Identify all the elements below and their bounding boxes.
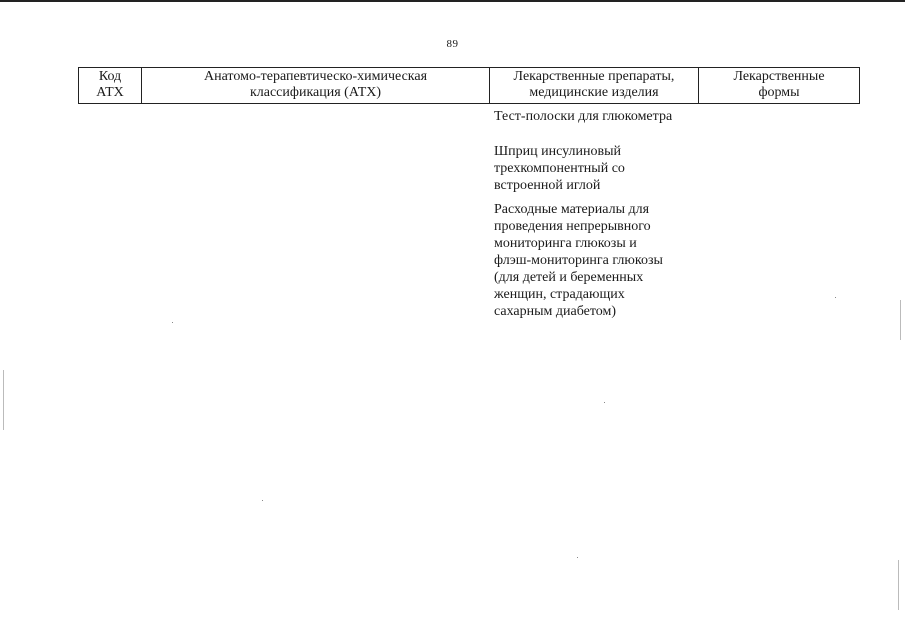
scan-speck [262,500,263,501]
table-header [78,67,860,104]
scan-speck [604,402,605,403]
header-forms [699,68,860,104]
header-code-atx-label: Код АТХ [96,69,124,100]
entry-test-strips: Тест-полоски для глюкометра [494,109,673,124]
entry-insulin-syringe: Шприц инсулиновый трехкомпонентный со встроенной иглой [494,144,625,193]
scan-margin-mark [900,300,901,340]
header-products [490,68,699,104]
scan-margin-mark [898,560,899,610]
scan-speck [835,297,836,298]
products-column-entries [494,108,714,320]
entry-monitoring-supplies: Расходные материалы для проведения непрерывного мониторинга глюкозы и флэш-мониторинга глюкозы (для детей и беременных женщин, страдающих сахарным диабетом) [494,202,663,319]
scan-margin-mark [3,370,4,430]
header-classification [142,68,490,104]
header-classification-label: Анатомо-терапевтическо-химическая классификация (АТХ) [203,69,428,100]
page-number: 89 [446,38,459,50]
scan-top-edge [0,0,905,5]
scan-speck [172,322,173,323]
header-products-label: Лекарственные препараты, медицинские изделия [513,69,675,100]
header-forms-label: Лекарственные формы [733,69,825,100]
table-header-row [79,68,860,104]
header-code-atx [79,68,142,104]
scan-speck [577,557,578,558]
